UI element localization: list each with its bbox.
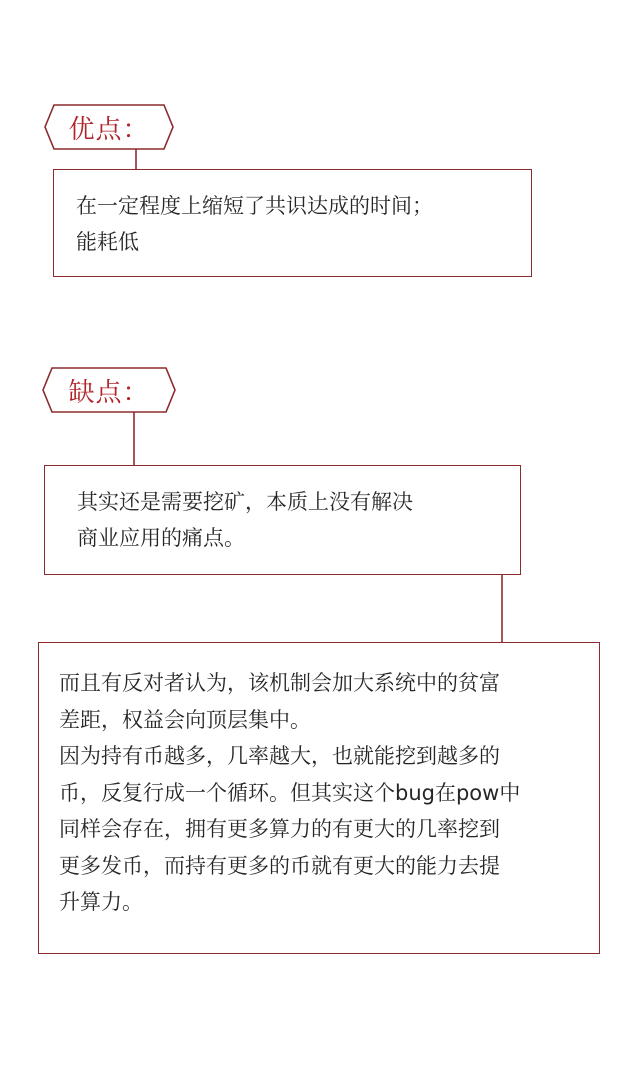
pros-line-1: 在一定程度上缩短了共识达成的时间； bbox=[76, 194, 433, 218]
detail-line-6: 更多发币，而持有更多的币就有更大的能力去提 bbox=[59, 853, 500, 878]
detail-line-4: 币，反复行成一个循环。但其实这个bug在pow中 bbox=[59, 780, 521, 805]
detail-line-3: 因为持有币越多，几率越大，也就能挖到越多的 bbox=[59, 744, 500, 768]
detail-line-5: 同样会存在，拥有更多算力的有更大的几率挖到 bbox=[59, 817, 500, 841]
pros-box bbox=[53, 169, 532, 277]
cons-label: 缺点： bbox=[68, 377, 150, 408]
cons-line-1: 其实还是需要挖矿，本质上没有解决 bbox=[77, 490, 413, 514]
detail-line-2: 差距，权益会向顶层集中。 bbox=[59, 707, 311, 732]
detail-line-7: 升算力。 bbox=[59, 890, 143, 914]
cons-box bbox=[44, 465, 521, 575]
pros-label-badge bbox=[44, 104, 174, 150]
cons-label-badge bbox=[42, 367, 176, 413]
cons-detail-box bbox=[38, 642, 600, 954]
pros-label: 优点： bbox=[68, 114, 150, 145]
pros-line-2: 能耗低 bbox=[76, 230, 139, 254]
detail-line-1: 而且有反对者认为，该机制会加大系统中的贫富 bbox=[59, 671, 500, 695]
cons-line-2: 商业应用的痛点。 bbox=[77, 526, 245, 550]
